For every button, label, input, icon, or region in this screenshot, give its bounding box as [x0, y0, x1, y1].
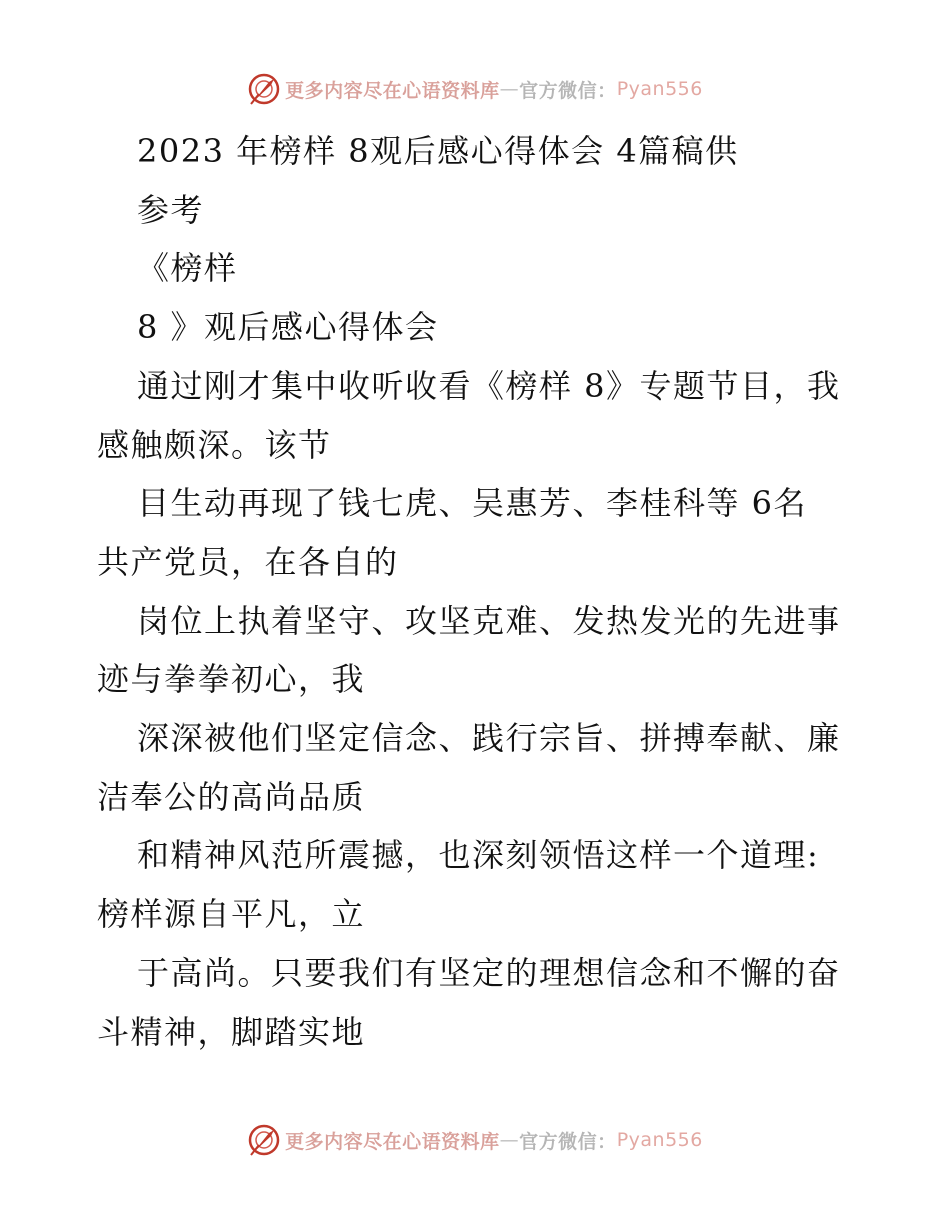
watermark-label: 官方微信：: [519, 79, 617, 102]
watermark-separator: —: [499, 78, 520, 100]
section-heading-line-2: 8 》观后感心得体会: [137, 308, 439, 347]
document-title-line-1: 2023 年榜样 8观后感心得体会 4篇稿供: [137, 132, 739, 170]
paragraph-line: 洁奉公的高尚品质: [97, 777, 366, 816]
paragraph-line: 目生动再现了钱七虎、吴惠芳、李桂科等 6名: [137, 484, 808, 523]
paragraph-line: 迹与拳拳初心，我: [97, 660, 366, 699]
paragraph-line: 通过刚才集中收听收看《榜样 8》专题节目，我: [137, 366, 841, 405]
watermark-separator: —: [499, 1129, 520, 1151]
quill-logo-icon: [247, 1123, 281, 1157]
paragraph-line: 榜样源自平凡，立: [97, 895, 366, 934]
quill-logo-icon: [247, 72, 281, 106]
paragraph-line: 深深被他们坚定信念、践行宗旨、拼搏奉献、廉: [137, 719, 841, 758]
watermark-label: 官方微信：: [519, 1130, 617, 1153]
watermark-site-text: 更多内容尽在心语资料库: [285, 1130, 500, 1153]
paragraph-line: 和精神风范所震撼，也深刻领悟这样一个道理:: [137, 836, 820, 875]
paragraph-line: 岗位上执着坚守、攻坚克难、发热发光的先进事: [137, 601, 841, 640]
paragraph-line: 于高尚。只要我们有坚定的理想信念和不懈的奋: [137, 953, 841, 992]
watermark-site-text: 更多内容尽在心语资料库: [285, 79, 500, 102]
paragraph-line: 斗精神，脚踏实地: [97, 1012, 366, 1051]
watermark-wechat-id: Pyan556: [616, 1129, 703, 1151]
paragraph-line: 共产党员，在各自的: [97, 542, 399, 581]
document-body: [97, 122, 857, 1061]
document-title-line-2: 参考: [137, 190, 205, 229]
header-watermark: [0, 72, 950, 106]
section-heading-line-1: 《榜样: [137, 249, 238, 288]
watermark-wechat-id: Pyan556: [616, 78, 703, 100]
paragraph-line: 感触颇深。该节: [97, 425, 332, 464]
footer-watermark: [0, 1123, 950, 1157]
